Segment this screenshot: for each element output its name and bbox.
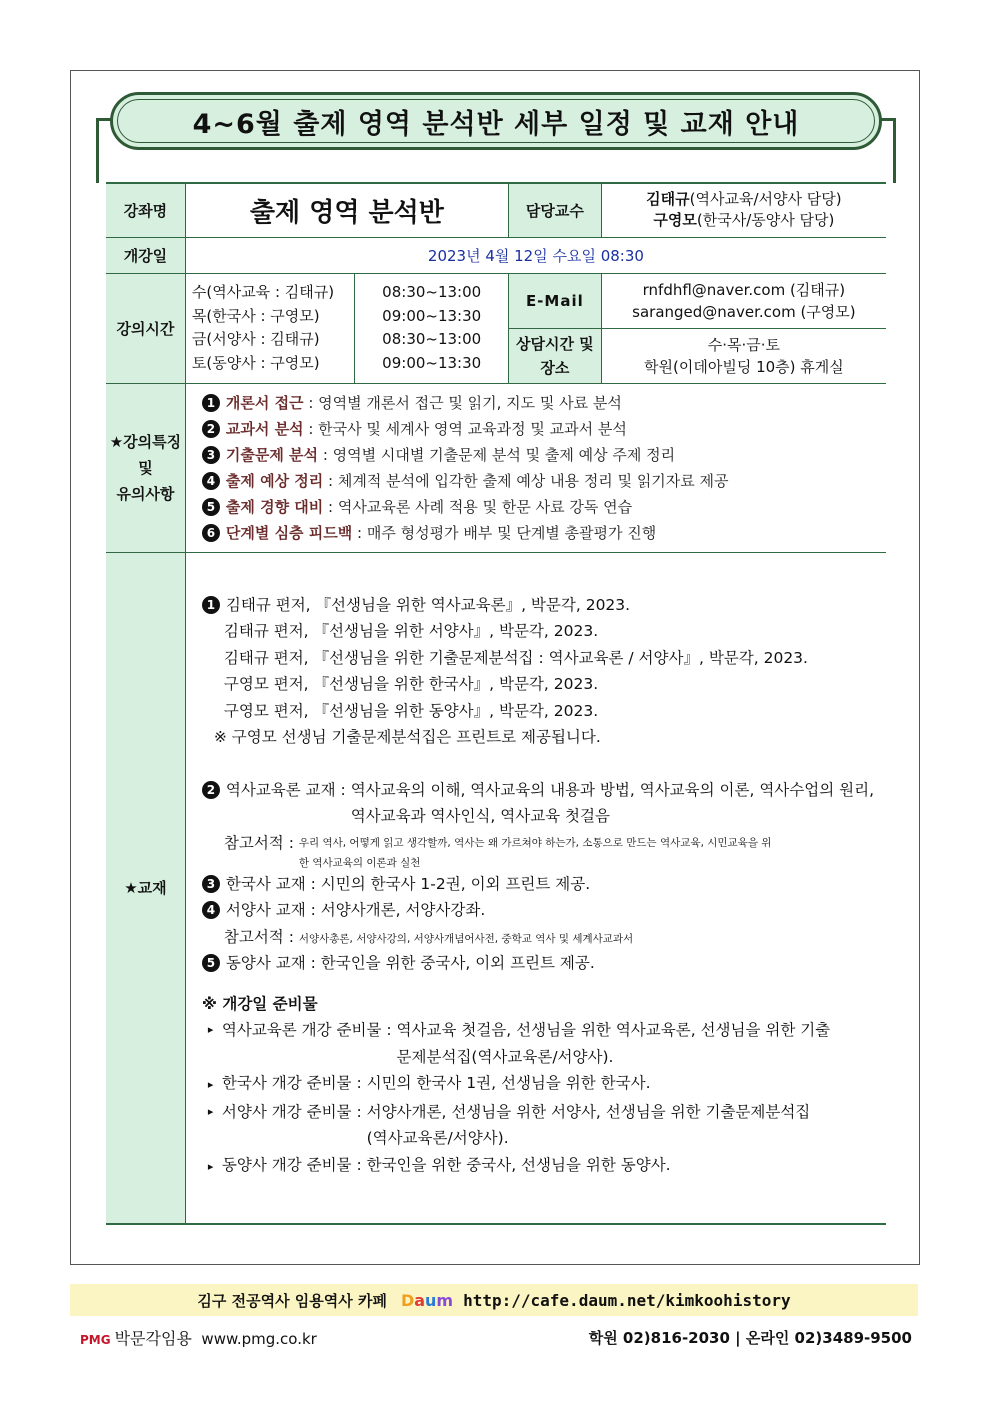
prep-line-1: ▸ 역사교육론 개강 준비물 : 역사교육 첫걸음, 선생님을 위한 역사교육론, 선생님을 위한 기출 문제분석집(역사교육론/서양사). [202,1017,874,1070]
feature-item: 1 개론서 접근 : 영역별 개론서 접근 및 읽기, 지도 및 사료 분석 [202,390,886,416]
number-bullet-icon: 2 [202,781,220,799]
course-name: 출제 영역 분석반 [185,183,508,237]
schedule-day: 수(역사교육 : 김태규) [191,283,335,301]
schedule-day: 목(한국사 : 구영모) [191,306,320,325]
features-list [185,383,886,552]
schedule-day: 금(서양사 : 김태규) [191,330,320,348]
email-2[interactable]: saranged@naver.com (구영모) [632,302,856,321]
email-label: E-Mail [508,273,601,328]
prof-2: 구영모(한국사/동양사 담당) [653,211,835,230]
consult-days: 수·목·금·토 [707,335,781,354]
schedule-time: 09:00~13:30 [382,306,482,325]
contact-info: 학원 02)816-2030 | 온라인 02)3489-9500 [588,1328,912,1347]
prof-cell [601,183,886,237]
eastern-line: 5 동양사 교재 : 한국인을 위한 중국사, 이외 프린트 제공. [202,950,874,977]
bottom-bar [80,1325,912,1349]
number-bullet-icon: 3 [202,875,220,893]
number-bullet-icon: 1 [202,596,220,614]
cafe-banner [70,1284,918,1316]
consult-cell [601,328,886,383]
feature-item: 3 기출문제 분석 : 영역별 시대별 기출문제 분석 및 출제 예상 주제 정리 [202,442,886,468]
spacer [202,977,874,991]
triangle-bullet-icon: ▸ [207,1104,214,1118]
feature-item: 5 출제 경향 대비 : 역사교육론 사례 적용 및 한문 사료 강독 연습 [202,494,886,520]
page-title: 4~6월 출제 영역 분석반 세부 일정 및 교재 안내 [192,108,800,140]
feature-item: 4 출제 예상 정리 : 체계적 분석에 입각한 출제 예상 내용 정리 및 읽기자료 제공 [202,468,886,494]
consult-place: 학원(이데아빌딩 10층) 휴게실 [644,357,844,376]
schedule-time: 08:30~13:00 [382,283,482,301]
prep-line-4: ▸ 동양사 개강 준비물 : 한국인을 위한 중국사, 선생님을 위한 동양사. [202,1152,874,1181]
course-row [106,183,886,237]
cafe-label: 김구 전공역사 임용역사 카페 [197,1291,387,1310]
cafe-url-link[interactable]: http://cafe.daum.net/kimkoohistory [463,1290,791,1310]
course-info-table [106,182,886,1225]
ref-line-2: 참고서적 : 서양사총론, 서양사강의, 서양사개념어사전, 중학교 역사 및 세계사교과서 [223,927,634,946]
textbook-content [185,552,886,1224]
prof-label: 담당교수 [508,183,601,237]
brand-name: 박문각임용 [114,1328,192,1348]
ref-line-1: 참고서적 : 우리 역사, 어떻게 읽고 생각할까, 역사는 왜 가르쳐야 하는가, 소통으로 만드는 역사교육, 시민교육을 위 한 역사교육의 이론과 실천 [223,833,772,869]
pmg-logo-icon: PMG [80,1332,111,1347]
textbook-row [106,552,886,1224]
number-bullet-icon: 4 [202,901,220,919]
textbook-line: 김태규 편저, 『선생님을 위한 기출문제분석집 : 역사교육론 / 서양사』, 박문각, 2023. [223,648,808,667]
feature-item: 2 교과서 분석 : 한국사 및 세계사 영역 교육과정 및 교과서 분석 [202,416,886,442]
prep-line-2: ▸ 한국사 개강 준비물 : 시민의 한국사 1권, 선생님을 위한 한국사. [202,1070,874,1099]
schedule-days [185,273,355,383]
email-cell [601,273,886,328]
site-link[interactable]: www.pmg.co.kr [201,1329,317,1348]
triangle-bullet-icon: ▸ [207,1078,214,1091]
textbook-line: 김태규 편저, 『선생님을 위한 서양사』, 박문각, 2023. [223,622,599,640]
time-row [106,273,886,328]
features-row [106,383,886,552]
prep-line-3: ▸ 서양사 개강 준비물 : 서양사개론, 선생님을 위한 서양사, 선생님을 위한 기출문제분석집 (역사교육론/서양사). [202,1099,874,1152]
number-bullet-icon: 2 [202,420,220,438]
western-line: 4 서양사 교재 : 서양사개론, 서양사강좌. [202,897,874,924]
textbook-line: 1 김태규 편저, 『선생님을 위한 역사교육론』, 박문각, 2023. [202,592,874,619]
korean-line: 3 한국사 교재 : 시민의 한국사 1-2권, 이외 프린트 제공. [202,871,874,898]
banner-rule-right [893,118,896,183]
time-label: 강의시간 [106,273,185,383]
open-date: 2023년 4월 12일 수요일 08:30 [185,237,886,273]
open-label: 개강일 [106,237,185,273]
number-bullet-icon: 5 [202,954,220,972]
hist-edu-line: 2 역사교육론 교재 : 역사교육의 이해, 역사교육의 내용과 방법, 역사교육의 이론, 역사수업의 원리, 역사교육과 역사인식, 역사교육 첫걸음 [202,777,874,830]
prep-title: ※ 개강일 준비물 [201,994,318,1013]
email-1[interactable]: rnfdhfl@naver.com (김태규) [642,280,846,299]
spacer [202,751,874,777]
daum-logo-icon: Daum [400,1290,454,1310]
features-label: ★강의특징 및 유의사항 [106,383,185,552]
feature-item: 6 단계별 심층 피드백 : 매주 형성평가 배부 및 단계별 총괄평가 진행 [202,520,886,546]
number-bullet-icon: 5 [202,498,220,516]
number-bullet-icon: 6 [202,524,220,542]
textbook-line: 구영모 편저, 『선생님을 위한 한국사』, 박문각, 2023. [223,675,599,693]
triangle-bullet-icon: ▸ [207,1159,214,1173]
number-bullet-icon: 1 [202,394,220,412]
banner-rule-left [96,118,99,183]
title-banner [110,92,882,150]
triangle-bullet-icon: ▸ [207,1023,214,1036]
textbook-line: 구영모 편저, 『선생님을 위한 동양사』, 박문각, 2023. [223,701,599,720]
prof-1: 김태규(역사교육/서양사 담당) [646,190,842,209]
textbook-label: ★교재 [106,552,185,1224]
number-bullet-icon: 3 [202,446,220,464]
brand-block [80,1326,317,1349]
schedule-time: 08:30~13:00 [382,330,482,348]
schedule-times [355,273,508,383]
textbook-note: ※ 구영모 선생님 기출문제분석집은 프린트로 제공됩니다. [213,728,601,746]
schedule-time: 09:00~13:30 [382,353,482,372]
consult-label: 상담시간 및 장소 [508,328,601,383]
schedule-day: 토(동양사 : 구영모) [191,353,320,372]
course-label: 강좌명 [106,183,185,237]
number-bullet-icon: 4 [202,472,220,490]
open-row [106,237,886,273]
